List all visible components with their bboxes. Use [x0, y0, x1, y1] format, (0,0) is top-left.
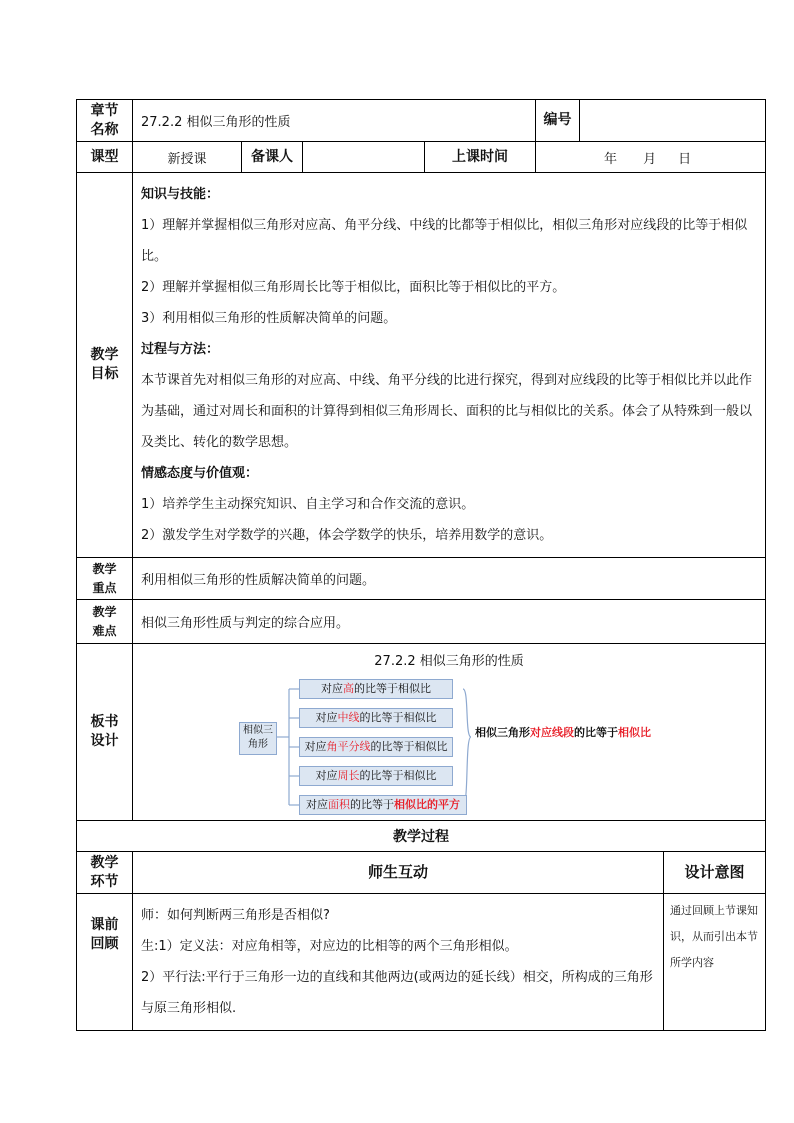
knowledge-item: 2）理解并掌握相似三角形周长比等于相似比，面积比等于相似比的平方。: [141, 280, 566, 295]
class-date: [536, 142, 766, 173]
connector-brace: [463, 689, 471, 805]
lesson-plan-table: [76, 99, 766, 1031]
review-stage-label: 课前 回顾: [77, 894, 133, 1031]
process-header-row: [77, 852, 766, 894]
key-point-text: 利用相似三角形的性质解决简单的问题。: [133, 558, 766, 600]
class-time-label: 上课时间: [425, 142, 536, 173]
type-label: 课型: [77, 142, 133, 173]
board-row: [77, 644, 766, 821]
date-year: 年: [604, 151, 618, 167]
emotion-item: 2）激发学生对学数学的兴趣，体会学数学的快乐，培养用数学的意识。: [141, 528, 553, 543]
review-line: 生:1）定义法：对应角相等，对应边的比相等的两个三角形相似。: [141, 939, 518, 954]
process-text: 本节课首先对相似三角形的对应高、中线、角平分线的比进行探究，得到对应线段的比等于相似比并以此作为基础，通过对周长和面积的计算得到相似三角形周长、面积的比与相似比的关系。体会了从特殊到一般以及类比、转化的数学思想。: [141, 373, 753, 450]
board-label: 板书 设计: [77, 644, 133, 821]
date-month: 月: [643, 151, 657, 167]
review-intent: 通过回顾上节课知识，从而引出本节所学内容: [664, 894, 766, 1031]
knowledge-item: 1）理解并掌握相似三角形对应高、角平分线、中线的比都等于相似比，相似三角形对应线段的比等于相似比。: [141, 218, 748, 264]
mindmap-node: 对应角平分线的比等于相似比: [299, 737, 453, 757]
key-point-row: [77, 558, 766, 600]
board-title: 27.2.2 相似三角形的性质: [374, 654, 524, 669]
chapter-name: 27.2.2 相似三角形的性质: [133, 100, 536, 142]
review-interaction: [133, 894, 664, 1031]
preparer-label: 备课人: [242, 142, 303, 173]
mindmap-node: 对应面积的比等于相似比的平方: [299, 795, 467, 815]
chapter-row: [77, 100, 766, 142]
info-row: [77, 142, 766, 173]
mindmap-node: 对应周长的比等于相似比: [299, 766, 453, 786]
intent-column-header: 设计意图: [664, 852, 766, 894]
mindmap-root: 相似三 角形: [239, 722, 277, 755]
knowledge-item: 3）利用相似三角形的性质解决简单的问题。: [141, 311, 397, 326]
difficulty-text: 相似三角形性质与判定的综合应用。: [133, 600, 766, 644]
goals-row: [77, 173, 766, 558]
review-stage-row: [77, 894, 766, 1031]
mindmap-connectors: [133, 644, 765, 820]
mindmap-conclusion: 相似三角形对应线段的比等于相似比: [475, 726, 651, 739]
interaction-column-header: 师生互动: [133, 852, 664, 894]
number-value: [580, 100, 766, 142]
process-section-title: 教学过程: [77, 821, 766, 852]
difficulty-label: 教学 难点: [77, 600, 133, 644]
review-line: 师：如何判断两三角形是否相似?: [141, 908, 330, 923]
knowledge-title: 知识与技能：: [141, 187, 220, 202]
mindmap-node: 对应中线的比等于相似比: [299, 708, 453, 728]
emotion-title: 情感态度与价值观：: [141, 466, 259, 481]
emotion-item: 1）培养学生主动探究知识、自主学习和合作交流的意识。: [141, 497, 475, 512]
process-title: 过程与方法：: [141, 342, 220, 357]
stage-column-header: 教学 环节: [77, 852, 133, 894]
key-point-label: 教学 重点: [77, 558, 133, 600]
goals-label: 教学 目标: [77, 173, 133, 558]
preparer-value: [303, 142, 425, 173]
mindmap-node: 对应高的比等于相似比: [299, 679, 453, 699]
process-section-row: [77, 821, 766, 852]
date-day: 日: [678, 151, 692, 167]
goals-content: [133, 173, 766, 558]
difficulty-row: [77, 600, 766, 644]
number-label: 编号: [536, 100, 580, 142]
review-line: 2）平行法:平行于三角形一边的直线和其他两边(或两边的延长线）相交，所构成的三角形与原三角形相似.: [141, 970, 653, 1016]
chapter-label: 章节 名称: [77, 100, 133, 142]
type-value: 新授课: [133, 142, 242, 173]
board-content: [133, 644, 766, 821]
